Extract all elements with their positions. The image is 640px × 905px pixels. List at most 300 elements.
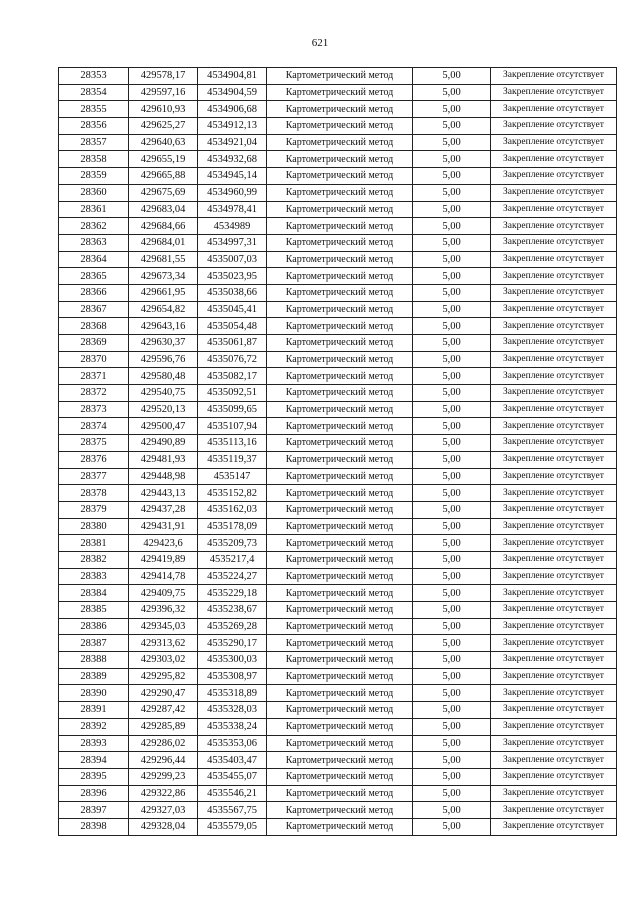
cell-accuracy: 5,00	[413, 134, 491, 151]
cell-fixing: Закрепление отсутствует	[491, 134, 617, 151]
cell-accuracy: 5,00	[413, 752, 491, 769]
cell-fixing: Закрепление отсутствует	[491, 318, 617, 335]
cell-x: 429675,69	[129, 184, 198, 201]
cell-fixing: Закрепление отсутствует	[491, 802, 617, 819]
cell-fixing: Закрепление отсутствует	[491, 635, 617, 652]
cell-fixing: Закрепление отсутствует	[491, 201, 617, 218]
cell-method: Картометрический метод	[267, 785, 413, 802]
cell-y: 4535119,37	[198, 451, 267, 468]
cell-x: 429640,63	[129, 134, 198, 151]
cell-fixing: Закрепление отсутствует	[491, 118, 617, 135]
cell-fixing: Закрепление отсутствует	[491, 702, 617, 719]
cell-accuracy: 5,00	[413, 768, 491, 785]
cell-accuracy: 5,00	[413, 518, 491, 535]
cell-point-number: 28387	[59, 635, 129, 652]
cell-method: Картометрический метод	[267, 351, 413, 368]
cell-y: 4535099,65	[198, 401, 267, 418]
cell-fixing: Закрепление отсутствует	[491, 268, 617, 285]
cell-y: 4535338,24	[198, 718, 267, 735]
cell-y: 4535107,94	[198, 418, 267, 435]
cell-point-number: 28373	[59, 401, 129, 418]
cell-y: 4535209,73	[198, 535, 267, 552]
cell-y: 4534945,14	[198, 168, 267, 185]
table-row	[59, 818, 617, 835]
cell-x: 429299,23	[129, 768, 198, 785]
cell-y: 4535567,75	[198, 802, 267, 819]
cell-point-number: 28388	[59, 652, 129, 669]
cell-y: 4535092,51	[198, 385, 267, 402]
cell-x: 429285,89	[129, 718, 198, 735]
cell-x: 429345,03	[129, 618, 198, 635]
cell-method: Картометрический метод	[267, 451, 413, 468]
cell-method: Картометрический метод	[267, 468, 413, 485]
cell-fixing: Закрепление отсутствует	[491, 468, 617, 485]
cell-x: 429322,86	[129, 785, 198, 802]
table-row	[59, 451, 617, 468]
cell-x: 429295,82	[129, 668, 198, 685]
table-row	[59, 218, 617, 235]
cell-point-number: 28375	[59, 435, 129, 452]
cell-y: 4534921,04	[198, 134, 267, 151]
cell-accuracy: 5,00	[413, 818, 491, 835]
cell-point-number: 28372	[59, 385, 129, 402]
cell-fixing: Закрепление отсутствует	[491, 401, 617, 418]
table-row	[59, 284, 617, 301]
cell-point-number: 28365	[59, 268, 129, 285]
cell-fixing: Закрепление отсутствует	[491, 585, 617, 602]
table-row	[59, 301, 617, 318]
cell-fixing: Закрепление отсутствует	[491, 385, 617, 402]
cell-accuracy: 5,00	[413, 685, 491, 702]
cell-method: Картометрический метод	[267, 318, 413, 335]
table-row	[59, 785, 617, 802]
cell-x: 429313,62	[129, 635, 198, 652]
cell-y: 4535318,89	[198, 685, 267, 702]
cell-fixing: Закрепление отсутствует	[491, 568, 617, 585]
cell-x: 429580,48	[129, 368, 198, 385]
cell-point-number: 28396	[59, 785, 129, 802]
cell-y: 4535045,41	[198, 301, 267, 318]
cell-fixing: Закрепление отсутствует	[491, 351, 617, 368]
table-row	[59, 718, 617, 735]
cell-method: Картометрический метод	[267, 802, 413, 819]
cell-y: 4535353,06	[198, 735, 267, 752]
cell-y: 4535455,07	[198, 768, 267, 785]
cell-fixing: Закрепление отсутствует	[491, 718, 617, 735]
cell-x: 429414,78	[129, 568, 198, 585]
cell-x: 429610,93	[129, 101, 198, 118]
cell-method: Картометрический метод	[267, 718, 413, 735]
cell-x: 429655,19	[129, 151, 198, 168]
cell-point-number: 28374	[59, 418, 129, 435]
cell-fixing: Закрепление отсутствует	[491, 768, 617, 785]
cell-accuracy: 5,00	[413, 251, 491, 268]
cell-x: 429681,55	[129, 251, 198, 268]
table-row	[59, 168, 617, 185]
cell-accuracy: 5,00	[413, 151, 491, 168]
cell-x: 429684,66	[129, 218, 198, 235]
cell-accuracy: 5,00	[413, 84, 491, 101]
cell-accuracy: 5,00	[413, 118, 491, 135]
cell-fixing: Закрепление отсутствует	[491, 418, 617, 435]
cell-point-number: 28377	[59, 468, 129, 485]
cell-point-number: 28378	[59, 485, 129, 502]
cell-point-number: 28371	[59, 368, 129, 385]
table-row	[59, 435, 617, 452]
table-row	[59, 752, 617, 769]
cell-point-number: 28368	[59, 318, 129, 335]
cell-method: Картометрический метод	[267, 118, 413, 135]
cell-point-number: 28354	[59, 84, 129, 101]
table-row	[59, 535, 617, 552]
cell-fixing: Закрепление отсутствует	[491, 234, 617, 251]
cell-x: 429286,02	[129, 735, 198, 752]
cell-y: 4535061,87	[198, 335, 267, 352]
cell-x: 429303,02	[129, 652, 198, 669]
cell-y: 4534904,59	[198, 84, 267, 101]
cell-accuracy: 5,00	[413, 735, 491, 752]
cell-y: 4535224,27	[198, 568, 267, 585]
cell-accuracy: 5,00	[413, 284, 491, 301]
cell-fixing: Закрепление отсутствует	[491, 685, 617, 702]
cell-accuracy: 5,00	[413, 335, 491, 352]
cell-y: 4535328,03	[198, 702, 267, 719]
cell-accuracy: 5,00	[413, 401, 491, 418]
cell-point-number: 28376	[59, 451, 129, 468]
cell-x: 429520,13	[129, 401, 198, 418]
cell-method: Картометрический метод	[267, 535, 413, 552]
table-row	[59, 768, 617, 785]
cell-method: Картометрический метод	[267, 134, 413, 151]
cell-x: 429630,37	[129, 335, 198, 352]
cell-x: 429481,93	[129, 451, 198, 468]
cell-point-number: 28356	[59, 118, 129, 135]
cell-x: 429540,75	[129, 385, 198, 402]
cell-fixing: Закрепление отсутствует	[491, 335, 617, 352]
cell-accuracy: 5,00	[413, 785, 491, 802]
cell-point-number: 28379	[59, 501, 129, 518]
cell-y: 4535308,97	[198, 668, 267, 685]
cell-point-number: 28370	[59, 351, 129, 368]
cell-y: 4535152,82	[198, 485, 267, 502]
cell-method: Картометрический метод	[267, 635, 413, 652]
cell-point-number: 28359	[59, 168, 129, 185]
coordinates-table	[58, 67, 617, 836]
cell-y: 4534904,81	[198, 68, 267, 85]
cell-y: 4534989	[198, 218, 267, 235]
cell-x: 429596,76	[129, 351, 198, 368]
cell-fixing: Закрепление отсутствует	[491, 501, 617, 518]
table-row	[59, 685, 617, 702]
cell-point-number: 28360	[59, 184, 129, 201]
table-row	[59, 134, 617, 151]
cell-accuracy: 5,00	[413, 385, 491, 402]
cell-accuracy: 5,00	[413, 468, 491, 485]
cell-method: Картометрический метод	[267, 818, 413, 835]
cell-y: 4535162,03	[198, 501, 267, 518]
table-row	[59, 735, 617, 752]
cell-x: 429500,47	[129, 418, 198, 435]
cell-method: Картометрический метод	[267, 301, 413, 318]
cell-point-number: 28398	[59, 818, 129, 835]
cell-point-number: 28390	[59, 685, 129, 702]
table-row	[59, 68, 617, 85]
cell-point-number: 28395	[59, 768, 129, 785]
cell-method: Картометрический метод	[267, 685, 413, 702]
cell-method: Картометрический метод	[267, 418, 413, 435]
cell-point-number: 28366	[59, 284, 129, 301]
cell-fixing: Закрепление отсутствует	[491, 602, 617, 619]
cell-accuracy: 5,00	[413, 168, 491, 185]
table-row	[59, 368, 617, 385]
cell-fixing: Закрепление отсутствует	[491, 301, 617, 318]
cell-accuracy: 5,00	[413, 635, 491, 652]
cell-point-number: 28384	[59, 585, 129, 602]
cell-method: Картометрический метод	[267, 568, 413, 585]
cell-point-number: 28353	[59, 68, 129, 85]
cell-x: 429597,16	[129, 84, 198, 101]
cell-accuracy: 5,00	[413, 318, 491, 335]
cell-accuracy: 5,00	[413, 301, 491, 318]
cell-point-number: 28361	[59, 201, 129, 218]
cell-method: Картометрический метод	[267, 668, 413, 685]
cell-y: 4534906,68	[198, 101, 267, 118]
cell-y: 4535403,47	[198, 752, 267, 769]
cell-fixing: Закрепление отсутствует	[491, 184, 617, 201]
cell-accuracy: 5,00	[413, 351, 491, 368]
cell-accuracy: 5,00	[413, 718, 491, 735]
cell-method: Картометрический метод	[267, 768, 413, 785]
cell-method: Картометрический метод	[267, 284, 413, 301]
table-row	[59, 668, 617, 685]
cell-method: Картометрический метод	[267, 735, 413, 752]
cell-x: 429490,89	[129, 435, 198, 452]
cell-y: 4535300,03	[198, 652, 267, 669]
cell-accuracy: 5,00	[413, 702, 491, 719]
cell-x: 429327,03	[129, 802, 198, 819]
cell-x: 429643,16	[129, 318, 198, 335]
cell-point-number: 28355	[59, 101, 129, 118]
cell-x: 429683,04	[129, 201, 198, 218]
cell-x: 429431,91	[129, 518, 198, 535]
table-row	[59, 602, 617, 619]
cell-accuracy: 5,00	[413, 585, 491, 602]
cell-accuracy: 5,00	[413, 535, 491, 552]
table-row	[59, 568, 617, 585]
cell-point-number: 28367	[59, 301, 129, 318]
cell-x: 429296,44	[129, 752, 198, 769]
cell-point-number: 28363	[59, 234, 129, 251]
page-number: 621	[311, 37, 329, 49]
cell-method: Картометрический метод	[267, 585, 413, 602]
cell-point-number: 28364	[59, 251, 129, 268]
cell-x: 429443,13	[129, 485, 198, 502]
cell-method: Картометрический метод	[267, 84, 413, 101]
cell-point-number: 28392	[59, 718, 129, 735]
cell-fixing: Закрепление отсутствует	[491, 668, 617, 685]
cell-point-number: 28383	[59, 568, 129, 585]
cell-y: 4535290,17	[198, 635, 267, 652]
cell-method: Картометрический метод	[267, 602, 413, 619]
table-row	[59, 251, 617, 268]
cell-fixing: Закрепление отсутствует	[491, 68, 617, 85]
cell-fixing: Закрепление отсутствует	[491, 735, 617, 752]
cell-point-number: 28382	[59, 551, 129, 568]
cell-method: Картометрический метод	[267, 201, 413, 218]
cell-accuracy: 5,00	[413, 451, 491, 468]
cell-x: 429654,82	[129, 301, 198, 318]
cell-x: 429328,04	[129, 818, 198, 835]
cell-accuracy: 5,00	[413, 368, 491, 385]
cell-y: 4535023,95	[198, 268, 267, 285]
cell-point-number: 28381	[59, 535, 129, 552]
table-row	[59, 151, 617, 168]
cell-method: Картометрический метод	[267, 501, 413, 518]
cell-x: 429625,27	[129, 118, 198, 135]
cell-y: 4535546,21	[198, 785, 267, 802]
cell-method: Картометрический метод	[267, 752, 413, 769]
table-row	[59, 335, 617, 352]
table-row	[59, 802, 617, 819]
cell-point-number: 28386	[59, 618, 129, 635]
cell-accuracy: 5,00	[413, 551, 491, 568]
cell-method: Картометрический метод	[267, 618, 413, 635]
cell-point-number: 28357	[59, 134, 129, 151]
cell-y: 4535269,28	[198, 618, 267, 635]
cell-method: Картометрический метод	[267, 184, 413, 201]
cell-fixing: Закрепление отсутствует	[491, 151, 617, 168]
cell-method: Картометрический метод	[267, 168, 413, 185]
cell-accuracy: 5,00	[413, 101, 491, 118]
cell-method: Картометрический метод	[267, 151, 413, 168]
cell-method: Картометрический метод	[267, 702, 413, 719]
cell-x: 429673,34	[129, 268, 198, 285]
cell-method: Картометрический метод	[267, 68, 413, 85]
cell-fixing: Закрепление отсутствует	[491, 451, 617, 468]
cell-accuracy: 5,00	[413, 668, 491, 685]
cell-accuracy: 5,00	[413, 184, 491, 201]
cell-fixing: Закрепление отсутствует	[491, 785, 617, 802]
table-row	[59, 702, 617, 719]
table-row	[59, 635, 617, 652]
table-row	[59, 84, 617, 101]
cell-x: 429396,32	[129, 602, 198, 619]
cell-fixing: Закрепление отсутствует	[491, 652, 617, 669]
cell-y: 4535238,67	[198, 602, 267, 619]
cell-y: 4535579,05	[198, 818, 267, 835]
table-row	[59, 318, 617, 335]
cell-point-number: 28385	[59, 602, 129, 619]
table-row	[59, 585, 617, 602]
cell-fixing: Закрепление отсутствует	[491, 284, 617, 301]
cell-x: 429423,6	[129, 535, 198, 552]
table-row	[59, 468, 617, 485]
cell-x: 429287,42	[129, 702, 198, 719]
table-row	[59, 418, 617, 435]
cell-method: Картометрический метод	[267, 335, 413, 352]
cell-x: 429684,01	[129, 234, 198, 251]
table-row	[59, 118, 617, 135]
table-row	[59, 652, 617, 669]
cell-method: Картометрический метод	[267, 218, 413, 235]
cell-method: Картометрический метод	[267, 251, 413, 268]
cell-y: 4534978,41	[198, 201, 267, 218]
cell-y: 4534912,13	[198, 118, 267, 135]
cell-fixing: Закрепление отсутствует	[491, 168, 617, 185]
cell-fixing: Закрепление отсутствует	[491, 535, 617, 552]
cell-accuracy: 5,00	[413, 268, 491, 285]
cell-method: Картометрический метод	[267, 551, 413, 568]
cell-method: Картометрический метод	[267, 518, 413, 535]
cell-point-number: 28394	[59, 752, 129, 769]
cell-method: Картометрический метод	[267, 485, 413, 502]
cell-accuracy: 5,00	[413, 234, 491, 251]
table-row	[59, 501, 617, 518]
cell-fixing: Закрепление отсутствует	[491, 752, 617, 769]
cell-accuracy: 5,00	[413, 501, 491, 518]
cell-point-number: 28389	[59, 668, 129, 685]
cell-x: 429578,17	[129, 68, 198, 85]
cell-fixing: Закрепление отсутствует	[491, 551, 617, 568]
cell-fixing: Закрепление отсутствует	[491, 84, 617, 101]
table-row	[59, 385, 617, 402]
cell-y: 4535229,18	[198, 585, 267, 602]
cell-method: Картометрический метод	[267, 268, 413, 285]
cell-x: 429661,95	[129, 284, 198, 301]
cell-y: 4535178,09	[198, 518, 267, 535]
cell-x: 429290,47	[129, 685, 198, 702]
cell-method: Картометрический метод	[267, 368, 413, 385]
cell-x: 429665,88	[129, 168, 198, 185]
cell-fixing: Закрепление отсутствует	[491, 368, 617, 385]
table-row	[59, 401, 617, 418]
table-row	[59, 268, 617, 285]
cell-point-number: 28362	[59, 218, 129, 235]
cell-fixing: Закрепление отсутствует	[491, 618, 617, 635]
table-row	[59, 201, 617, 218]
cell-method: Картометрический метод	[267, 401, 413, 418]
cell-accuracy: 5,00	[413, 485, 491, 502]
table-row	[59, 618, 617, 635]
cell-fixing: Закрепление отсутствует	[491, 251, 617, 268]
table-row	[59, 551, 617, 568]
cell-point-number: 28380	[59, 518, 129, 535]
table-row	[59, 518, 617, 535]
cell-method: Картометрический метод	[267, 385, 413, 402]
cell-y: 4535076,72	[198, 351, 267, 368]
cell-accuracy: 5,00	[413, 201, 491, 218]
cell-accuracy: 5,00	[413, 418, 491, 435]
cell-fixing: Закрепление отсутствует	[491, 218, 617, 235]
cell-fixing: Закрепление отсутствует	[491, 485, 617, 502]
cell-fixing: Закрепление отсутствует	[491, 101, 617, 118]
cell-point-number: 28358	[59, 151, 129, 168]
cell-method: Картометрический метод	[267, 101, 413, 118]
cell-accuracy: 5,00	[413, 218, 491, 235]
cell-y: 4535217,4	[198, 551, 267, 568]
cell-point-number: 28393	[59, 735, 129, 752]
cell-y: 4534932,68	[198, 151, 267, 168]
table-row	[59, 101, 617, 118]
table-row	[59, 184, 617, 201]
cell-accuracy: 5,00	[413, 435, 491, 452]
cell-y: 4535147	[198, 468, 267, 485]
cell-y: 4535082,17	[198, 368, 267, 385]
cell-x: 429419,89	[129, 551, 198, 568]
cell-point-number: 28391	[59, 702, 129, 719]
cell-y: 4534960,99	[198, 184, 267, 201]
cell-fixing: Закрепление отсутствует	[491, 518, 617, 535]
